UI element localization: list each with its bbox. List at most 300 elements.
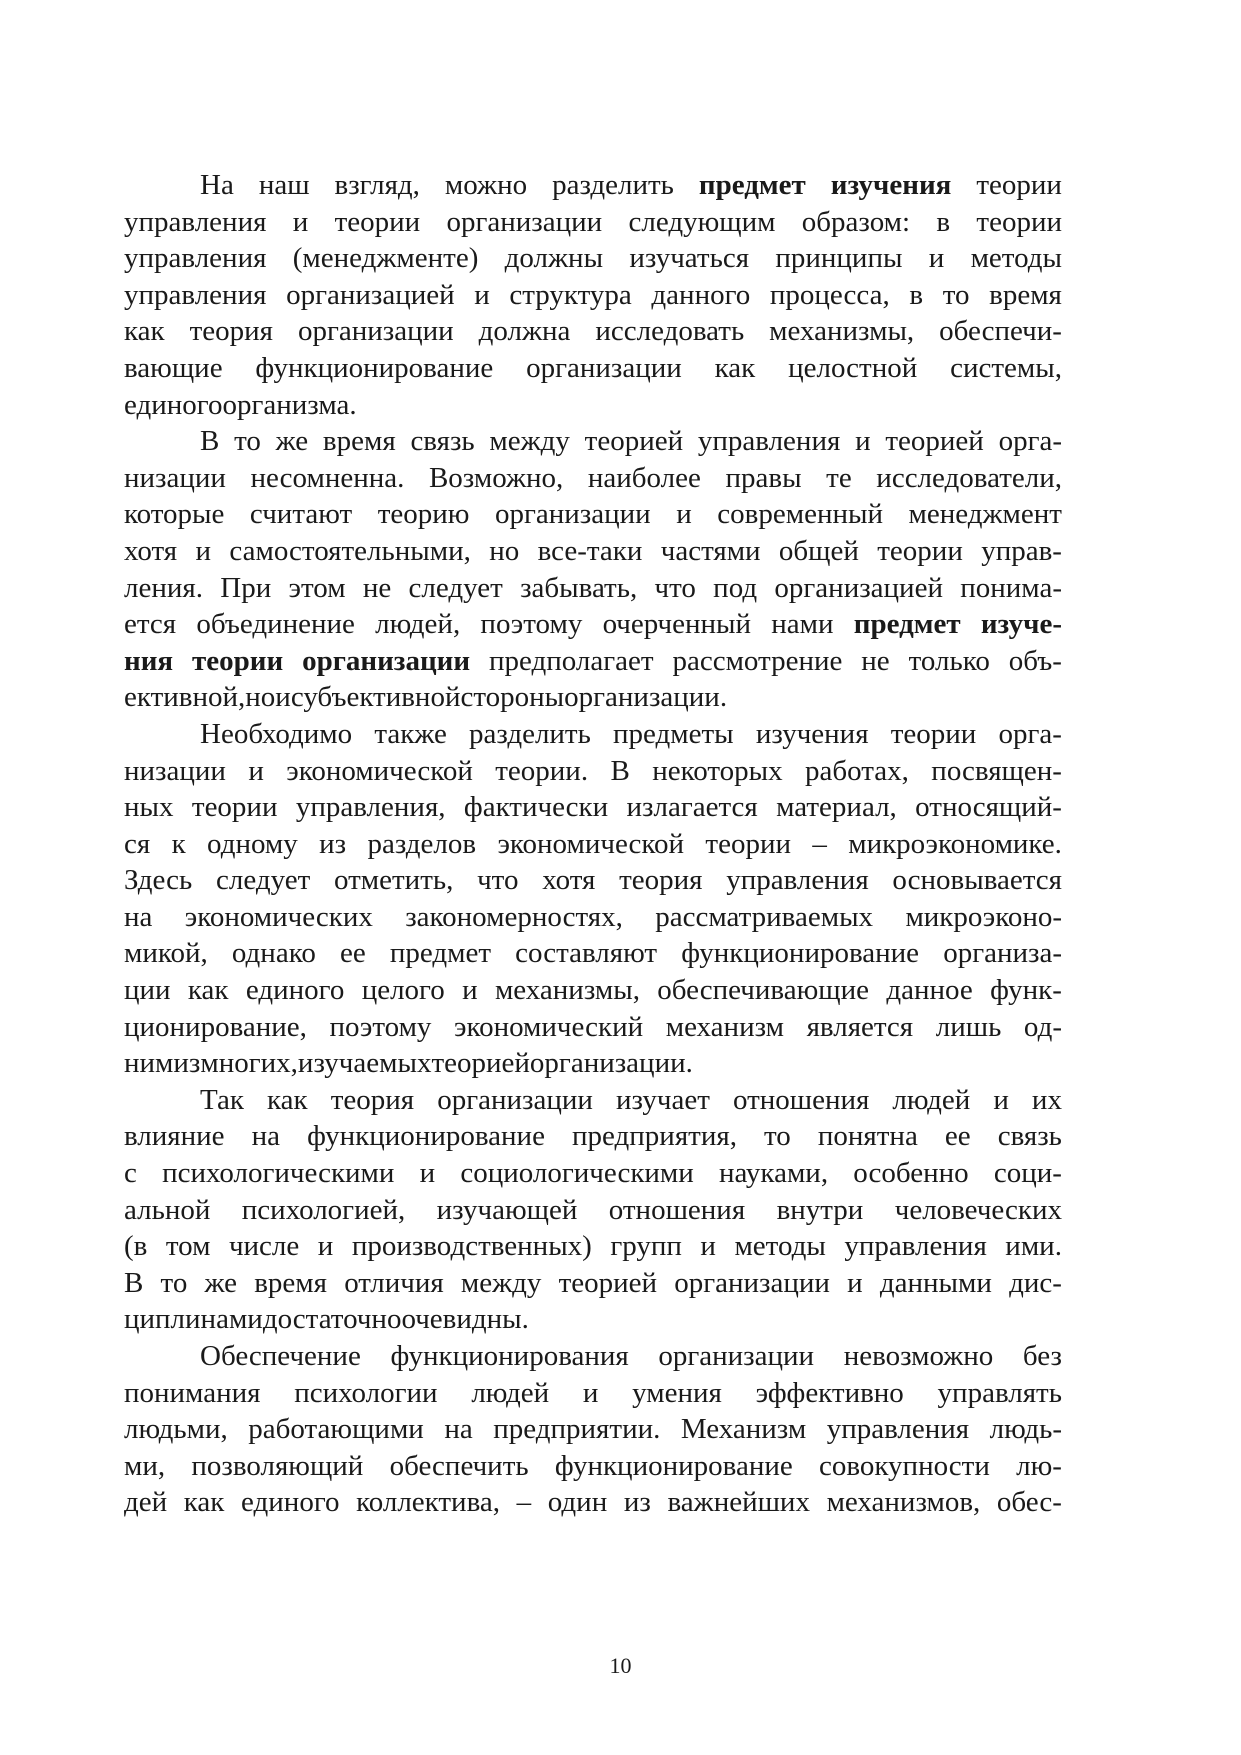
word: этом — [288, 571, 346, 604]
text-line — [124, 423, 1062, 460]
word: людьми, — [124, 1413, 228, 1446]
text-line — [124, 899, 1062, 936]
word: Так — [200, 1083, 244, 1116]
word: – — [812, 827, 827, 860]
word: эффективно — [755, 1376, 904, 1409]
word: хотя — [542, 864, 596, 897]
word: которые — [124, 498, 225, 531]
word: данными — [879, 1266, 992, 1299]
text-line — [124, 387, 1062, 424]
word: организации — [526, 351, 682, 384]
word: разделов — [367, 827, 477, 860]
word: функционирования — [390, 1340, 629, 1372]
word: исследователи, — [876, 461, 1062, 494]
word: ее — [339, 937, 366, 970]
word: то — [764, 1120, 791, 1153]
word: механизм — [665, 1010, 784, 1043]
word: очевидны. — [401, 1303, 529, 1336]
word: отметить, — [333, 864, 454, 897]
word: и — [248, 754, 264, 787]
word: понима- — [960, 571, 1062, 604]
word: является — [806, 1010, 914, 1043]
word: Обеспечение — [200, 1340, 361, 1372]
text-line — [124, 789, 1062, 826]
word: же — [275, 425, 309, 458]
word: рассматриваемых — [655, 900, 874, 933]
word: очерченный — [602, 608, 752, 641]
word: организации — [437, 1083, 593, 1116]
word: и — [474, 278, 490, 311]
text-line — [124, 606, 1062, 643]
word: методы — [734, 1230, 826, 1263]
word: время — [254, 1266, 327, 1299]
word: теории. — [495, 754, 589, 787]
word: не — [861, 644, 890, 677]
word: управления — [726, 864, 869, 897]
word: организацией — [286, 278, 455, 311]
text-line — [124, 240, 1062, 277]
word: теории — [705, 827, 791, 860]
word: дей — [124, 1486, 168, 1519]
word: следующим — [628, 205, 776, 238]
word: теории — [191, 791, 278, 824]
word: альной — [124, 1193, 211, 1226]
word: изучает — [616, 1083, 710, 1116]
word: предметы — [613, 717, 734, 750]
word: людей, — [375, 608, 461, 641]
text-line — [124, 1338, 1062, 1375]
word: нами — [771, 608, 834, 641]
word: наиболее — [587, 461, 701, 494]
word: как — [714, 351, 756, 384]
text-line — [124, 643, 1062, 680]
text-line — [124, 496, 1062, 533]
word: самостоятельными, — [229, 534, 471, 567]
word: но — [489, 534, 520, 567]
text-line — [124, 1301, 1062, 1338]
word: время — [989, 278, 1062, 311]
text-line — [124, 350, 1062, 387]
word: теорией — [584, 425, 684, 458]
word: закономерностях, — [405, 900, 623, 933]
word: групп — [610, 1230, 682, 1263]
word: На — [200, 169, 234, 201]
word: к — [171, 827, 186, 860]
text-line — [124, 1484, 1062, 1521]
text-line — [124, 935, 1062, 972]
word: также — [374, 717, 447, 750]
word: ления. — [124, 571, 203, 604]
text-line — [124, 1009, 1062, 1046]
word: внутри — [776, 1193, 864, 1226]
word: организа- — [943, 937, 1062, 970]
word: циплинами — [124, 1303, 263, 1336]
word: в — [909, 278, 924, 311]
word: и — [847, 1266, 863, 1299]
word: современный — [717, 498, 883, 531]
word: обеспечи- — [939, 315, 1062, 348]
word: управления — [124, 205, 267, 238]
word: время — [322, 425, 396, 458]
word: правы — [725, 461, 802, 494]
word: (в — [124, 1230, 148, 1263]
word: считают — [249, 498, 353, 531]
word: обеспечивающие — [657, 974, 869, 1007]
word: только — [908, 644, 990, 677]
word: ционирование, — [124, 1010, 307, 1043]
word: принципы — [775, 242, 903, 275]
word: относящий- — [915, 791, 1062, 824]
word: объ- — [1008, 644, 1062, 677]
word: и — [582, 1376, 599, 1409]
word: не — [362, 571, 392, 604]
word: что — [477, 864, 519, 897]
word: управ- — [981, 534, 1062, 567]
word: экономической — [286, 754, 473, 787]
word: производственных) — [351, 1230, 592, 1263]
word: микроэконо- — [905, 900, 1062, 933]
word: теория — [330, 1083, 415, 1116]
word: организации. — [564, 681, 728, 714]
word: же — [204, 1266, 238, 1299]
word: людей — [892, 1083, 971, 1116]
word: должны — [504, 242, 604, 275]
word: следует — [408, 571, 503, 604]
word: следует — [216, 864, 311, 897]
word: и — [419, 1157, 436, 1190]
text-body — [124, 167, 1062, 1521]
word: одному — [207, 827, 298, 860]
word: из — [623, 1486, 651, 1519]
word: наш — [258, 169, 310, 201]
word: ективной, — [124, 681, 246, 714]
word: и — [676, 498, 692, 531]
word: При — [220, 571, 272, 604]
word: единого — [124, 388, 223, 421]
word: отношения — [608, 1193, 746, 1226]
word: лю- — [1016, 1449, 1062, 1482]
word: и — [928, 242, 945, 275]
word: Необходимо — [200, 717, 353, 750]
text-line — [124, 277, 1062, 314]
word: обес- — [996, 1486, 1062, 1519]
word: ими. — [1005, 1230, 1062, 1263]
word: низации — [124, 461, 226, 494]
word: работающими — [248, 1413, 424, 1446]
word: единого — [241, 1486, 340, 1519]
text-line — [124, 1118, 1062, 1155]
word: стороны — [460, 681, 565, 714]
word: (менеджменте) — [292, 242, 479, 275]
text-line — [124, 826, 1062, 863]
word: – — [516, 1486, 532, 1519]
word: между — [489, 425, 570, 458]
word: основывается — [892, 864, 1062, 897]
word: управления — [697, 425, 841, 458]
word: науками, — [719, 1157, 829, 1190]
text-line — [124, 533, 1062, 570]
word: механизмы, — [494, 974, 640, 1007]
word: ним — [124, 1047, 174, 1080]
word: взгляд, — [334, 169, 420, 201]
page-number: 10 — [609, 1653, 632, 1678]
word: функционирование — [554, 1449, 793, 1482]
word: психологическими — [162, 1157, 395, 1190]
word: из — [319, 827, 347, 860]
word: общей — [778, 534, 859, 567]
word: их — [1031, 1083, 1062, 1116]
word: изучаемых — [297, 1047, 432, 1080]
word: организации — [658, 1340, 815, 1372]
text-line — [124, 1411, 1062, 1448]
word: психологией, — [241, 1193, 406, 1226]
word: материал, — [776, 791, 897, 824]
word: как — [124, 315, 165, 348]
text-line — [124, 1082, 1062, 1119]
word: В — [200, 425, 220, 458]
text-line — [124, 1045, 1062, 1082]
word: том — [165, 1230, 211, 1263]
word: функционирование — [255, 351, 494, 384]
word: субъективной — [290, 681, 461, 714]
word: теорией — [558, 1266, 658, 1299]
word: теории — [890, 717, 977, 750]
word: дис- — [1009, 1266, 1062, 1299]
word: некоторых — [652, 754, 783, 787]
word: теории — [877, 534, 963, 567]
word: теорией — [885, 425, 984, 458]
word: менеджмент — [908, 498, 1062, 531]
word: забывать, — [520, 571, 638, 604]
word: разделить — [469, 717, 591, 750]
word: частями — [660, 534, 761, 567]
word: предприятия, — [572, 1120, 737, 1153]
word: человеческих — [894, 1193, 1062, 1226]
text-line — [124, 1155, 1062, 1192]
word: поэтому — [329, 1010, 432, 1043]
bold-word: теории — [192, 644, 284, 677]
word: управления — [844, 1230, 987, 1263]
bold-word: ния — [124, 644, 174, 677]
word: теорию — [377, 498, 470, 531]
word: изучаться — [629, 242, 750, 275]
word: и — [993, 1083, 1009, 1116]
word: данного — [651, 278, 751, 311]
word: на — [124, 900, 153, 933]
word: важнейших — [667, 1486, 810, 1519]
word: В — [610, 754, 630, 787]
word: целостной — [788, 351, 918, 384]
word: обеспечить — [389, 1449, 529, 1482]
word: управления — [124, 278, 267, 311]
word: организации — [297, 315, 454, 348]
word: понимания — [124, 1376, 261, 1409]
word: позволяющий — [191, 1449, 364, 1482]
word: работах, — [805, 754, 909, 787]
word: теории — [976, 205, 1062, 238]
word: предмет — [389, 937, 491, 970]
word: однако — [231, 937, 316, 970]
word: как — [187, 974, 229, 1007]
word: числе — [228, 1230, 300, 1263]
word: и — [855, 425, 871, 458]
word: что — [654, 571, 696, 604]
word: в — [936, 205, 951, 238]
word: объединение — [196, 608, 355, 641]
word: теория — [189, 315, 273, 348]
text-line — [124, 313, 1062, 350]
word: и — [462, 974, 478, 1007]
word: управления, — [295, 791, 446, 824]
word: теории — [334, 205, 421, 238]
word: теория — [619, 864, 703, 897]
word: ся — [124, 827, 151, 860]
text-line — [124, 862, 1062, 899]
word: микой, — [124, 937, 208, 970]
word: из — [173, 1047, 201, 1080]
word: од- — [1023, 1010, 1062, 1043]
word: теории — [976, 169, 1062, 201]
word: все-таки — [537, 534, 643, 567]
word: связь — [410, 425, 475, 458]
word: людь- — [989, 1413, 1062, 1446]
word: механизмы, — [769, 315, 915, 348]
word: достаточно — [262, 1303, 402, 1336]
word: лишь — [935, 1010, 1002, 1043]
word: изучающей — [436, 1193, 578, 1226]
bold-word: изуче- — [980, 608, 1062, 641]
word: системы, — [950, 351, 1062, 384]
word: и — [700, 1230, 716, 1263]
word: те — [826, 461, 852, 494]
word: процесса, — [769, 278, 890, 311]
bold-word: организации — [302, 644, 471, 677]
word: отличия — [344, 1266, 444, 1299]
word: организации — [446, 205, 603, 238]
text-line — [124, 1448, 1062, 1485]
word: то — [160, 1266, 188, 1299]
bold-word: изучения — [830, 169, 952, 201]
word: с — [124, 1157, 137, 1190]
word: изучения — [755, 717, 869, 750]
text-line — [124, 679, 1062, 716]
word: микроэкономике. — [848, 827, 1062, 860]
word: рассмотрение — [672, 644, 843, 677]
word: особенно — [853, 1157, 969, 1190]
word: В — [124, 1266, 144, 1299]
word: экономический — [454, 1010, 644, 1043]
word: как — [267, 1083, 308, 1116]
word: соци- — [993, 1157, 1062, 1190]
word: несомненна. — [250, 461, 405, 494]
word: организации — [674, 1266, 830, 1299]
word: но — [245, 681, 276, 714]
word: людей — [471, 1376, 550, 1409]
word: умения — [632, 1376, 722, 1409]
text-line — [124, 1228, 1062, 1265]
word: ных — [124, 791, 174, 824]
text-line — [124, 716, 1062, 753]
word: социологическими — [460, 1157, 694, 1190]
word: понятна — [817, 1120, 918, 1153]
word: то — [234, 425, 261, 458]
word: ции — [124, 974, 171, 1007]
word: и — [195, 534, 212, 567]
word: хотя — [124, 534, 178, 567]
word: функ- — [990, 974, 1062, 1007]
word: посвящен- — [931, 754, 1062, 787]
word: на — [251, 1120, 281, 1153]
bold-word: предмет — [853, 608, 961, 641]
word: организма. — [222, 388, 357, 421]
word: методы — [970, 242, 1062, 275]
word: должна — [478, 315, 571, 348]
word: управления — [826, 1413, 970, 1446]
text-line — [124, 1192, 1062, 1229]
word: можно — [444, 169, 528, 201]
word: управлять — [937, 1376, 1062, 1409]
word: фактически — [463, 791, 609, 824]
word: составляют — [515, 937, 658, 970]
text-line — [124, 1375, 1062, 1412]
word: предприятии. — [493, 1413, 661, 1446]
text-line — [124, 753, 1062, 790]
word: организацией — [774, 571, 943, 604]
word: психологии — [294, 1376, 438, 1409]
word: невозможно — [843, 1340, 994, 1372]
word: Возможно, — [428, 461, 564, 494]
word: и — [292, 205, 309, 238]
word: орга- — [998, 717, 1062, 750]
word: связь — [997, 1120, 1062, 1153]
word: без — [1022, 1340, 1062, 1372]
word: теорией — [431, 1047, 530, 1080]
word: вающие — [124, 351, 223, 384]
word: низации — [124, 754, 226, 787]
text-line — [124, 972, 1062, 1009]
word: на — [444, 1413, 473, 1446]
word: Механизм — [680, 1413, 807, 1446]
text-line — [124, 1265, 1062, 1302]
word: организации. — [529, 1047, 693, 1080]
word: механизмов, — [826, 1486, 981, 1519]
word: между — [460, 1266, 542, 1299]
word: поэтому — [480, 608, 583, 641]
word: единого — [245, 974, 345, 1007]
word: и — [317, 1230, 334, 1263]
bold-word: предмет — [698, 169, 806, 201]
word: образом: — [801, 205, 911, 238]
word: то — [942, 278, 970, 311]
word: излагается — [626, 791, 758, 824]
word: функционирование — [307, 1120, 545, 1153]
word: многих, — [200, 1047, 298, 1080]
word: данное — [886, 974, 973, 1007]
word: исследовать — [595, 315, 745, 348]
word: разделить — [552, 169, 674, 201]
word: отношения — [732, 1083, 870, 1116]
word: коллектива, — [356, 1486, 501, 1519]
word: структура — [509, 278, 632, 311]
word: как — [183, 1486, 225, 1519]
word: совокупности — [819, 1449, 990, 1482]
text-line — [124, 167, 1062, 204]
word: и — [275, 681, 291, 714]
word: влияние — [124, 1120, 225, 1153]
word: экономических — [184, 900, 373, 933]
word: Здесь — [124, 864, 193, 897]
word: ется — [124, 608, 177, 641]
